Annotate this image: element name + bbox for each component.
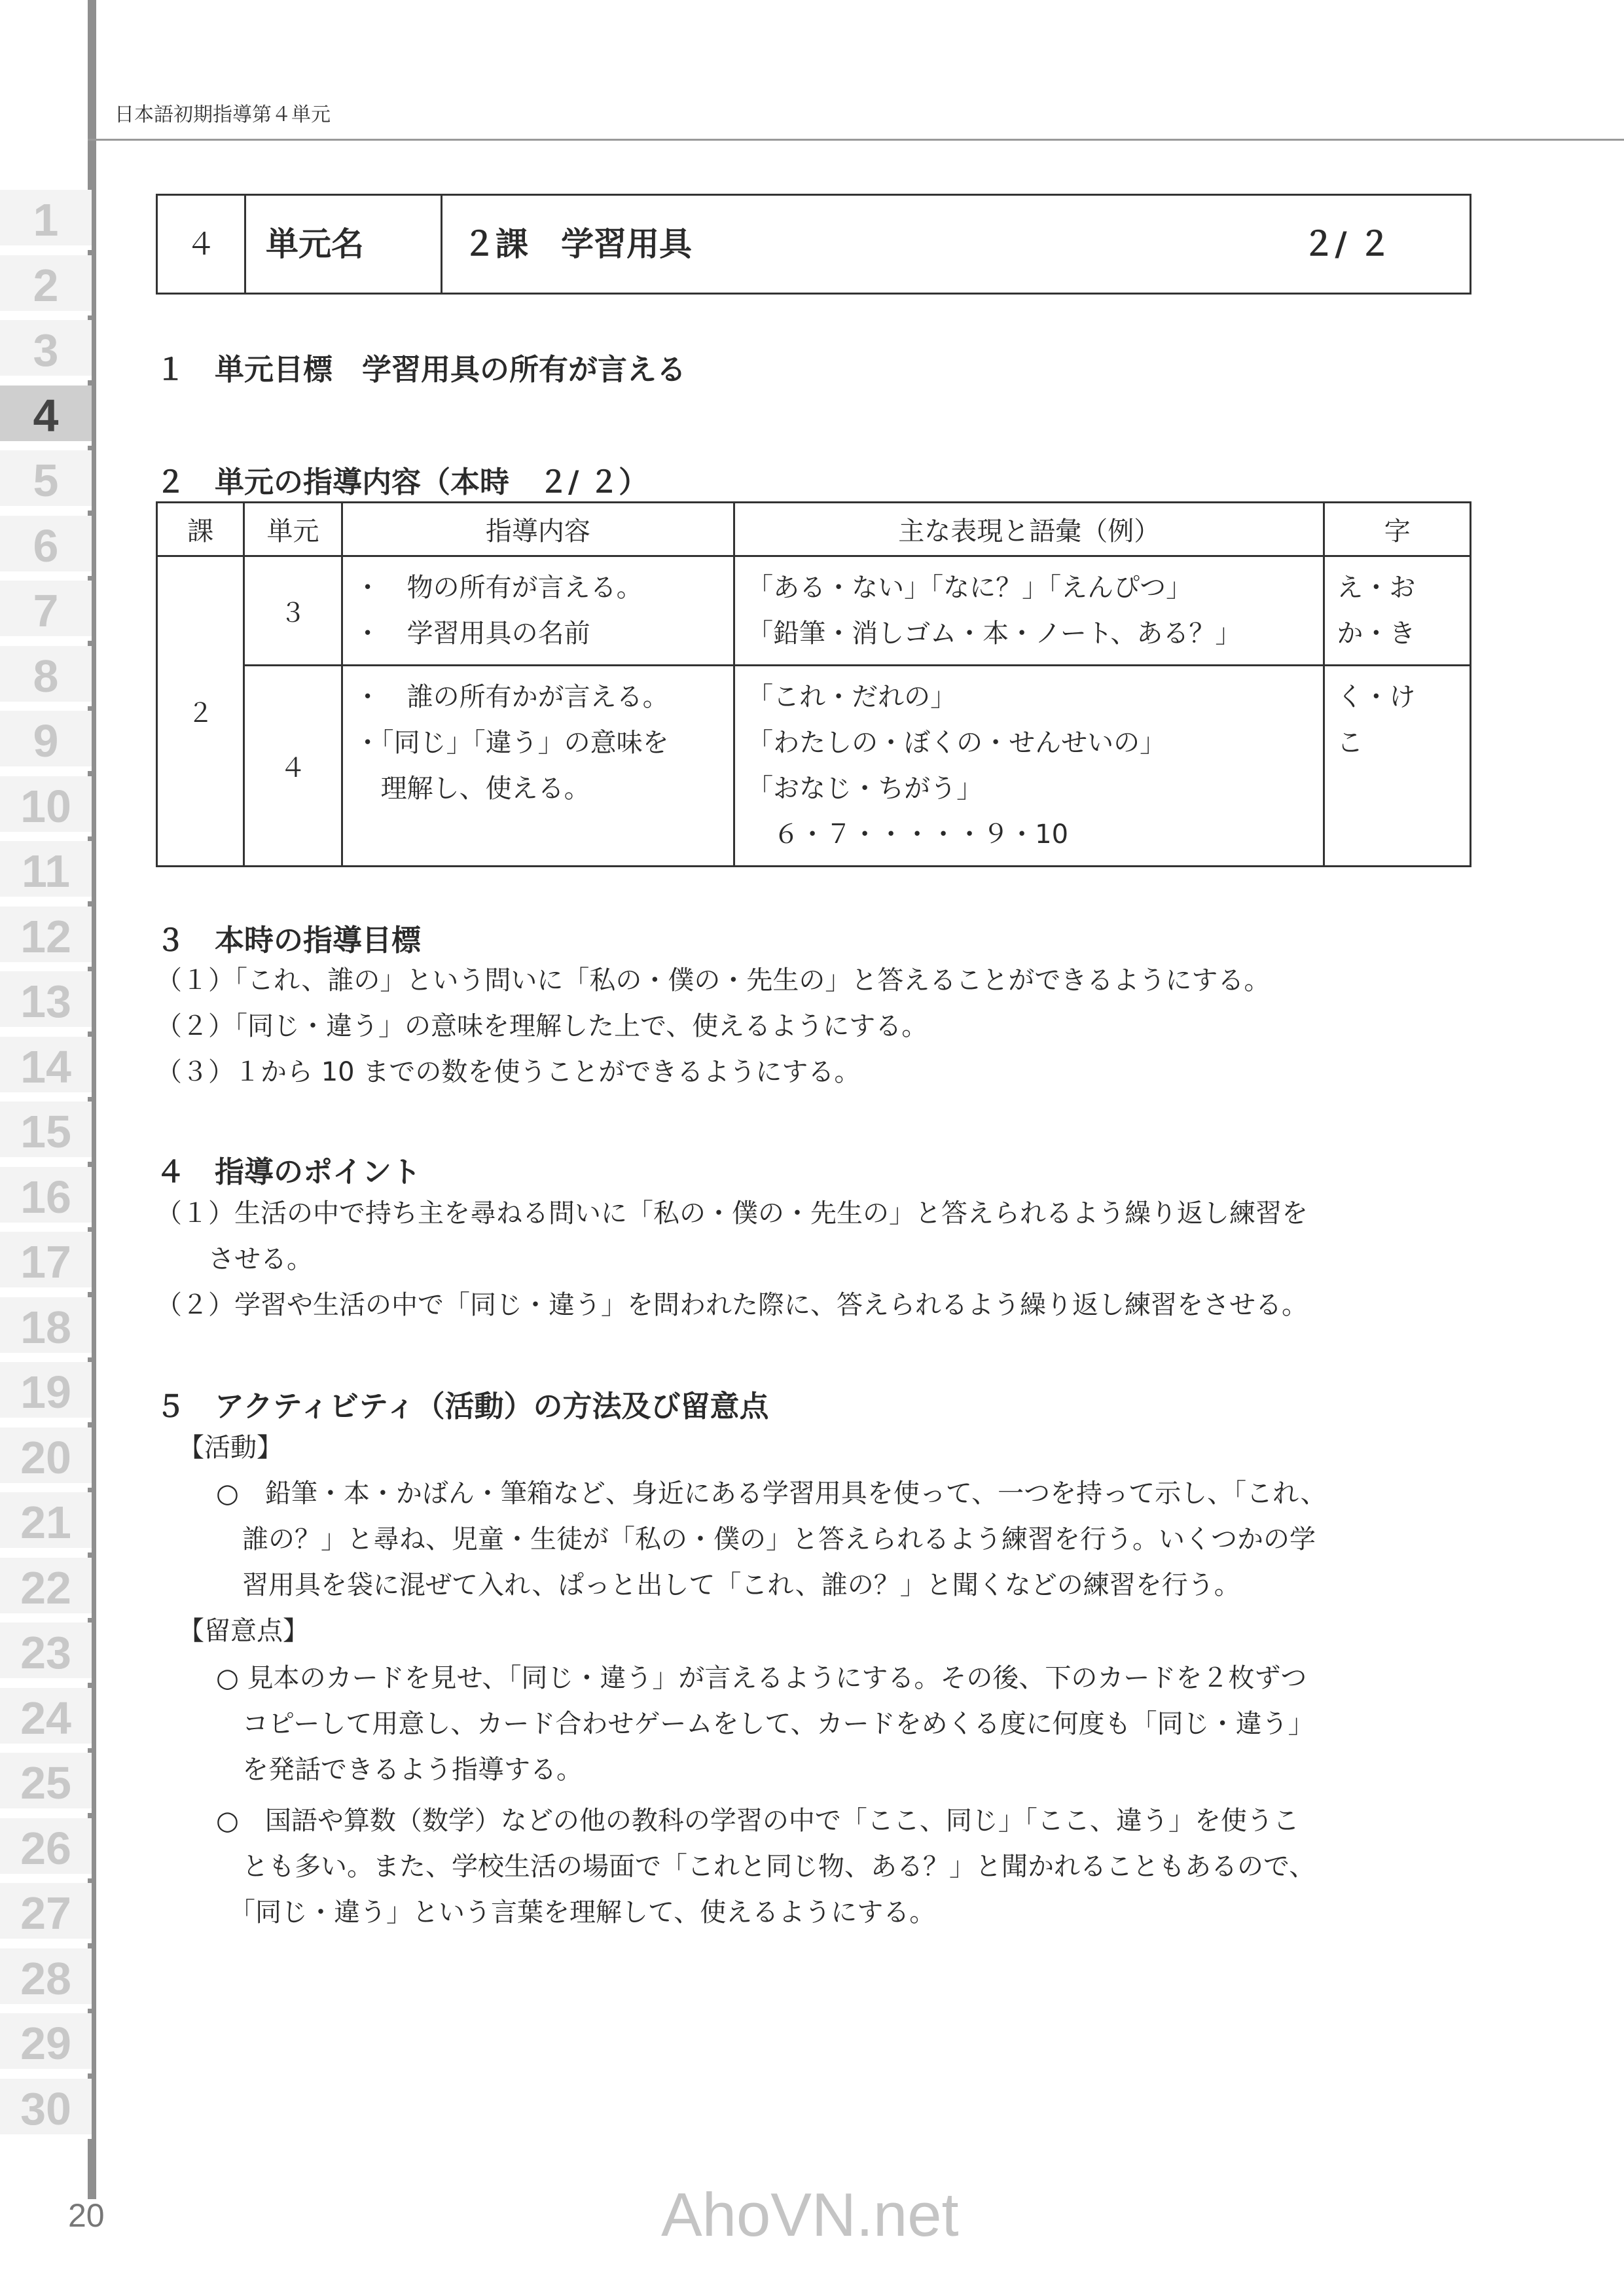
chapter-index-2: 2 [0,255,92,315]
section-5-heading: ５ アクティビティ（活動）の方法及び留意点 [156,1389,769,1424]
content-cell [342,556,734,666]
chapter-index-30: 30 [0,2079,92,2139]
expression-line: 「わたしの・ぼくの・せんせいの」 [747,728,1166,758]
unit-title-box [156,194,1471,295]
chapter-index-strip [0,190,92,2153]
section-2-heading: ２ 単元の指導内容（本時 ２/ ２） [156,465,649,499]
chapter-index-26: 26 [0,1818,92,1878]
lesson-page-count: ２/ ２ [1302,225,1391,263]
expression-cell [734,666,1324,867]
chapter-index-4: 4 [0,386,92,446]
content-cell [342,666,734,867]
unit-cell: ４ [244,666,342,867]
activity-line: 誰の？」と尋ね、児童・生徒が「私の・僕の」と答えられるよう練習を行う。いくつかの学 [216,1524,1316,1554]
table-row [157,666,1471,867]
chapter-index-10: 10 [0,776,92,836]
activity-line: ○ 鉛筆・本・かばん・筆箱など、身近にある学習用具を使って、一つを持って示し、「これ、 [216,1479,1327,1509]
chars-line: く・け [1337,682,1416,712]
point-item: （２）学習や生活の中で「同じ・違う」を問われた際に、答えられるよう繰り返し練習をさせる。 [156,1290,1308,1320]
column-header: 指導内容 [342,503,734,556]
expression-line: 「おなじ・ちがう」 [747,774,983,804]
expression-line: 「鉛筆・消しゴム・本・ノート、ある？」 [747,619,1242,649]
watermark: AhoVN.net [661,2180,959,2249]
chapter-index-6: 6 [0,516,92,576]
note-line: ○ 見本のカードを見せ、「同じ・違う」が言えるようにする。その後、下のカードを２枚ずつ [216,1663,1307,1693]
unit-name-label: 単元名 [246,196,442,293]
chapter-index-8: 8 [0,646,92,706]
objective-item: （３）１から 10 までの数を使うことができるようにする。 [156,1057,861,1087]
lesson-cell: ２ [157,556,244,867]
chapter-index-19: 19 [0,1362,92,1422]
chapter-index-22: 22 [0,1558,92,1618]
chapter-index-12: 12 [0,906,92,967]
point-item: させる。 [156,1244,313,1274]
page-number: 20 [68,2197,105,2234]
content-line: ・ 誰の所有かが言える。 [354,682,669,712]
note-line: ○ 国語や算数（数学）などの他の教科の学習の中で「ここ、同じ」「ここ、違う」を使うこ [216,1806,1299,1836]
note-line: コピーして用意し、カード合わせゲームをして、カードをめくる度に何度も「同じ・違う」 [216,1709,1314,1739]
table-row [157,556,1471,666]
chapter-index-5: 5 [0,450,92,511]
chapter-index-13: 13 [0,971,92,1031]
expression-line: ６・７・・・・・９・10 [747,819,1069,850]
running-title: 日本語初期指導第４単元 [115,103,331,126]
expression-line: 「ある・ない」「なに？」「えんぴつ」 [747,573,1193,603]
section-3-heading: ３ 本時の指導目標 [156,923,422,958]
chapter-index-11: 11 [0,841,92,901]
note-line: とも多い。また、学校生活の場面で「これと同じ物、ある？」と聞かれることもあるので、 [216,1852,1316,1882]
chapter-index-23: 23 [0,1623,92,1683]
lesson-title: ２課 学習用具 [463,225,692,263]
chapter-index-14: 14 [0,1037,92,1097]
column-header: 課 [157,503,244,556]
column-header: 字 [1324,503,1471,556]
chars-line: こ [1337,728,1363,758]
header-rule [88,139,1624,141]
section-1-heading: １ 単元目標 学習用具の所有が言える [156,352,687,387]
note-line: 「同じ・違う」という言葉を理解して、使えるようにする。 [216,1897,936,1928]
chapter-index-28: 28 [0,1948,92,2009]
activity-label: 【活動】 [178,1433,283,1463]
chapter-index-7: 7 [0,581,92,641]
expression-line: 「これ・だれの」 [747,682,957,712]
section-4-heading: ４ 指導のポイント [156,1155,422,1189]
chapter-index-18: 18 [0,1297,92,1357]
objective-item: （１）「これ、誰の」という問いに「私の・僕の・先生の」と答えることができるようにする。 [156,965,1271,996]
chapter-index-17: 17 [0,1232,92,1292]
table-header-row [157,503,1471,556]
chapter-index-3: 3 [0,320,92,380]
chapter-index-16: 16 [0,1167,92,1227]
activity-line: 習用具を袋に混ぜて入れ、ぱっと出して「これ、誰の？」と聞くなどの練習を行う。 [216,1570,1240,1600]
unit-content-table [156,501,1471,867]
chars-cell [1324,666,1471,867]
chars-cell [1324,556,1471,666]
objective-item: （２）「同じ・違う」の意味を理解した上で、使えるようにする。 [156,1011,928,1041]
chapter-index-29: 29 [0,2013,92,2073]
content-line: ・「同じ」「違う」の意味を [354,728,669,758]
chapter-index-15: 15 [0,1102,92,1162]
chapter-index-21: 21 [0,1492,92,1552]
notes-label: 【留意点】 [178,1616,309,1646]
expression-cell [734,556,1324,666]
content-line: 理解し、使える。 [354,774,590,804]
content-line: ・ 物の所有が言える。 [354,573,643,603]
chars-line: か・き [1337,619,1416,649]
chapter-index-9: 9 [0,711,92,771]
unit-number: ４ [158,196,246,293]
chapter-index-27: 27 [0,1883,92,1943]
content-line: ・ 学習用具の名前 [354,619,590,649]
chars-line: え・お [1337,573,1416,603]
unit-cell: ３ [244,556,342,666]
column-header: 主な表現と語彙（例） [734,503,1324,556]
note-line: を発話できるよう指導する。 [216,1755,583,1785]
point-item: （１）生活の中で持ち主を尋ねる問いに「私の・僕の・先生の」と答えられるよう繰り返し練習を [156,1198,1308,1229]
chapter-index-1: 1 [0,190,92,250]
column-header: 単元 [244,503,342,556]
chapter-index-20: 20 [0,1427,92,1488]
chapter-index-24: 24 [0,1688,92,1748]
chapter-index-25: 25 [0,1753,92,1813]
